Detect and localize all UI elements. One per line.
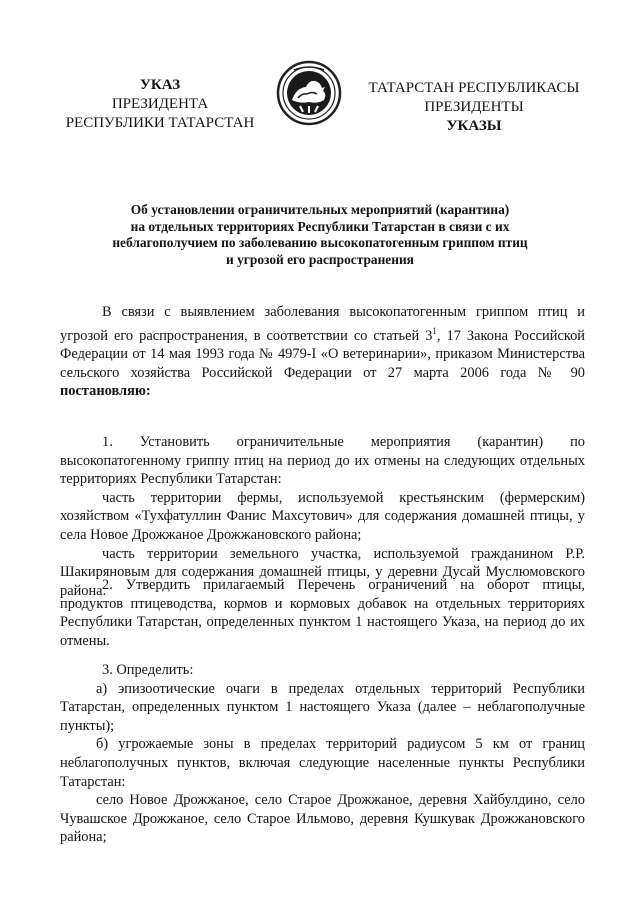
header-right-line-2: ПРЕЗИДЕНТЫ [424, 99, 524, 115]
item-1-subitem-land: часть территории земельного участка, используемой гражданином Р.Р. Шакиряновым для содержания домашней птицы, у деревни Дусай Муслюмовского района. [60, 545, 585, 599]
resolve-word: постановляю: [60, 383, 151, 400]
preamble-text-2: , 17 Закона Российской Федерации от 14 мая 1993 года № 4979-I «О ветеринарии», приказом Министерства сельского хозяйства Российской Федерации от 27 марта 2006 года № 90 [60, 327, 585, 381]
coat-of-arms-icon [276, 60, 342, 126]
decree-title [80, 202, 560, 268]
item-3-section [60, 661, 585, 847]
item-2-section [60, 576, 585, 650]
header-left-line-2: ПРЕЗИДЕНТА [111, 96, 209, 112]
item-1-intro: 1. Установить ограничительные мероприятия (карантин) по высокопатогенному гриппу птиц на период до их отмены на следующих отдельных территориях Республики Татарстан: [60, 434, 585, 488]
preamble-paragraph [60, 303, 585, 401]
item-3-subitem-b: б) угрожаемые зоны в пределах территорий радиусом 5 км от границ неблагополучных пунктов, включая следующие населенные пункты Республики Татарстан: [60, 736, 585, 790]
item-1-subitem-farm: часть территории фермы, используемой крестьянским (фермерским) хозяйством «Тухфатуллин Фанис Махсутович» для содержания домашней птицы, у села Новое Дрожжаное Дрожжановского района; [60, 489, 585, 543]
header-left-line-3: РЕСПУБЛИКИ ТАТАРСТАН [65, 115, 255, 131]
title-line-3: неблагополучием по заболеванию высокопатогенным гриппом птиц [112, 235, 528, 250]
header-left-line-1: УКАЗ [139, 77, 181, 93]
title-line-2: на отдельных территориях Республики Татарстан в связи с их [130, 218, 510, 234]
header-left-russian [50, 76, 270, 133]
item-3-intro: 3. Определить: [102, 662, 194, 678]
item-2-paragraph: 2. Утвердить прилагаемый Перечень ограничений на оборот птицы, продуктов птицеводства, кормов и кормовых добавок на отдельных территориях Республики Татарстан, определенных пунктом 1 настоящего Указа, на период до их отмены. [60, 577, 585, 649]
item-3-settlements: село Новое Дрожжаное, село Старое Дрожжаное, деревня Хайбулдино, село Чувашское Дрожжаное, село Старое Ильмово, деревня Кушкувак Дрожжановского района; [60, 792, 585, 846]
article-superscript: 1 [432, 325, 437, 336]
preamble-text-1: В связи с выявлением заболевания высокопатогенным гриппом птиц и угрозой его распространения, в соответствии со статьей 3 [60, 304, 585, 344]
item-3-subitem-a: а) эпизоотические очаги в пределах отдельных территорий Республики Татарстан, определенных пунктом 1 настоящего Указа (далее – неблагополучные пункты); [60, 680, 585, 734]
title-line-1: Об установлении ограничительных мероприятий (карантина) [130, 202, 510, 217]
header-right-line-1: ТАТАРСТАН РЕСПУБЛИКАСЫ [368, 80, 580, 96]
header-right-tatar [358, 79, 590, 136]
header-right-line-3: УКАЗЫ [446, 118, 502, 134]
title-line-4: и угрозой его распространения [226, 251, 414, 267]
